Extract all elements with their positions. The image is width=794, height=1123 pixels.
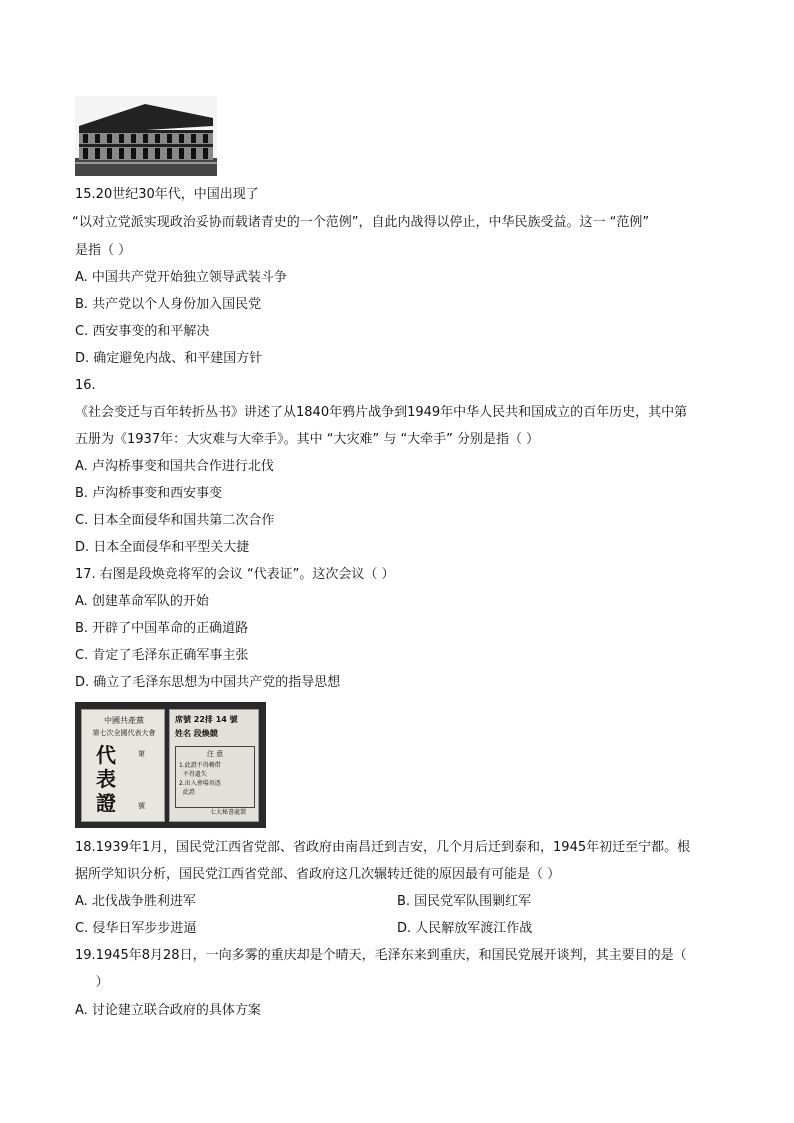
cert-big-char-1: 代: [96, 743, 116, 767]
cert-notice-title: 注 意: [206, 750, 224, 758]
cert-notice-item3: 2.出入會場須憑: [179, 780, 221, 787]
q18-stem-line1: 18.1939年1月，国民党江西省党部、省政府由南昌迁到吉安，几个月后迁到泰和，1945年初迁至宁都。根: [75, 840, 691, 855]
certificate-left-page: [81, 709, 165, 822]
certificate-photo: [75, 702, 266, 828]
q18-option-c[interactable]: C. 侵华日军步步进逼: [75, 921, 197, 936]
certificate-right-page: [169, 709, 259, 822]
building-photo: [75, 96, 217, 176]
q17-stem-line1: 17. 右图是段焕竞将军的会议 “代表证”。这次会议（ ）: [75, 567, 395, 582]
q16-stem-line3: 五册为《1937年：大灾难与大牵手》。其中 “大灾难” 与 “大牵手” 分别是指（ ）: [75, 432, 540, 447]
q16-stem-line2: 《社会变迁与百年转折丛书》讲述了从1840年鸦片战争到1949年中华人民共和国成立的百年历史，其中第: [75, 405, 688, 420]
q17-option-c[interactable]: C. 肯定了毛泽东正确军事主张: [75, 648, 249, 663]
q16-option-a[interactable]: A. 卢沟桥事变和国共合作进行北伐: [75, 459, 274, 474]
q18-option-b[interactable]: B. 国民党军队围剿红军: [397, 894, 532, 909]
cert-big-char-2: 表: [96, 767, 116, 791]
cert-seat-number: 席號 22排 14 號: [175, 715, 238, 724]
q16-option-c[interactable]: C. 日本全面侵华和国共第二次合作: [75, 513, 275, 528]
q15-option-c[interactable]: C. 西安事变的和平解决: [75, 324, 210, 339]
cert-footer: 七大秘書處製: [210, 809, 247, 816]
q18-stem-line2: 据所学知识分析，国民党江西省党部、省政府这几次辗转迁徙的原因最有可能是（ ）: [75, 867, 561, 882]
cert-holder-name: 姓名 段煥競: [175, 729, 218, 738]
cert-notice-item2: 不得遺失: [179, 771, 207, 778]
q15-option-a[interactable]: A. 中国共产党开始独立领导武装斗争: [75, 270, 287, 285]
building-illustration: [75, 96, 217, 176]
q15-option-b[interactable]: B. 共产党以个人身份加入国民党: [75, 297, 262, 312]
q18-option-d[interactable]: D. 人民解放军渡江作战: [397, 921, 533, 936]
q19-stem-line2: ）: [75, 975, 109, 990]
cert-congress-name: 第七次全國代表大會: [92, 729, 156, 737]
cert-small-char-2: 號: [138, 802, 145, 810]
q19-stem-line1: 19.1945年8月28日，一向多雾的重庆却是个晴天，毛泽东来到重庆，和国民党展开谈判，其主要目的是（: [75, 948, 687, 963]
q18-option-a[interactable]: A. 北伐战争胜利进军: [75, 894, 196, 909]
cert-party-name: 中國共產黨: [104, 716, 144, 725]
q19-option-a[interactable]: A. 讨论建立联合政府的具体方案: [75, 1003, 261, 1018]
cert-big-char-3: 證: [96, 791, 116, 815]
q15-stem-line3: 是指（ ）: [75, 243, 132, 258]
q16-option-d[interactable]: D. 日本全面侵华和平型关大捷: [75, 540, 250, 555]
q17-option-d[interactable]: D. 确立了毛泽东思想为中国共产党的指导思想: [75, 675, 341, 690]
q16-stem-line1: 16.: [75, 378, 96, 393]
q16-option-b[interactable]: B. 卢沟桥事变和西安事变: [75, 486, 223, 501]
cert-small-char-1: 第: [138, 750, 145, 758]
cert-notice-item4: 此證: [179, 789, 195, 796]
q15-stem-line2: “以对立党派实现政治妥协而载诸青史的一个范例”，自此内战得以停止，中华民族受益。这一 “范例”: [72, 215, 650, 230]
cert-notice-item1: 1.此證不得轉借: [179, 762, 221, 769]
q17-option-a[interactable]: A. 创建革命军队的开始: [75, 594, 209, 609]
q17-option-b[interactable]: B. 开辟了中国革命的正确道路: [75, 621, 249, 636]
q15-stem-line1: 15.20世纪30年代，中国出现了: [75, 187, 259, 202]
q15-option-d[interactable]: D. 确定避免内战、和平建国方针: [75, 351, 263, 366]
